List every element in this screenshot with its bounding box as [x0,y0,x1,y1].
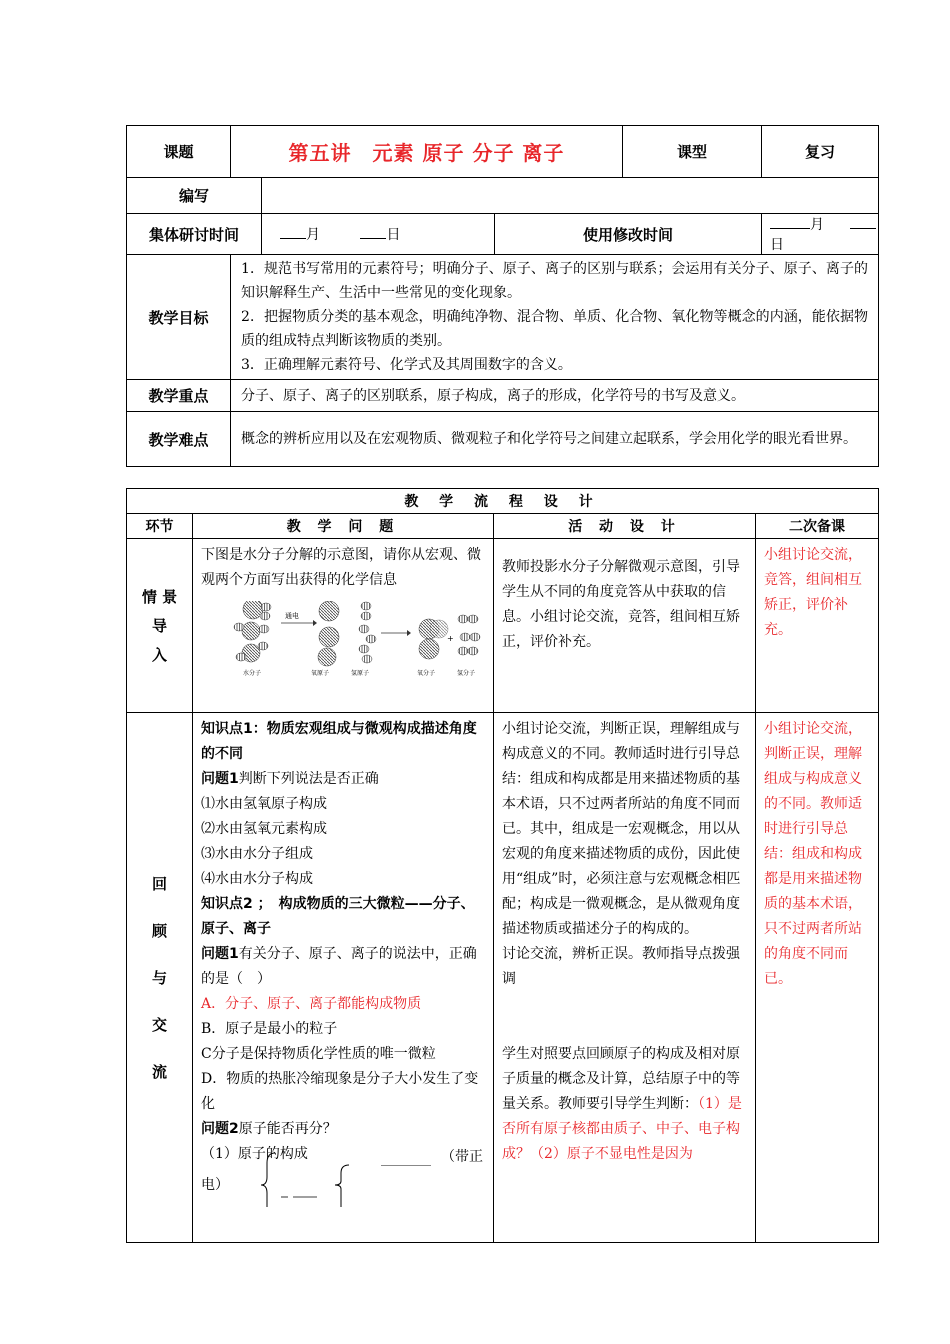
section-char: 导 [151,617,167,635]
type-label: 课型 [623,126,762,178]
question-1-item: ⑵水由氢氧元素构成 [201,821,327,837]
knowledge-point-2: 知识点2 ； 构成物质的三大微粒——分子、原子、离子 [201,896,475,937]
col-activities: 活 动 设 计 [494,514,756,539]
lesson-info-table [126,125,879,467]
goals-content [231,255,879,380]
option: C分子是保持物质化学性质的唯一微粒 [201,1046,436,1062]
use-day: 日 [770,237,784,253]
water-decomposition-diagram [201,601,491,677]
brace-tail-text: 电） [201,1177,229,1193]
label-water-molecule: 水分子 [243,670,262,677]
use-month: 月 [810,217,824,233]
key-points-label: 教学重点 [127,380,231,412]
question-3 [201,1117,485,1142]
section-char: 流 [151,1063,167,1081]
hydrogen-atoms [359,602,376,663]
research-day: 日 [386,227,401,243]
knowledge-point-1: 知识点1：物质宏观组成与微观构成描述角度的不同 [201,721,477,762]
option: D．物质的热胀冷缩现象是分子大小发生了变化 [201,1071,479,1112]
label-hydrogen-atom: 氢原子 [351,670,370,677]
water-molecules [234,601,271,662]
label-hydrogen-molecule: 氢分子 [457,670,476,677]
blank-tail-text: （带正 [441,1149,483,1165]
label-oxygen-molecule: 氧分子 [417,670,436,677]
intro-activity: 教师投影水分子分解微观示意图，引导学生从不同的角度竞答从中获取的信息。小组讨论交流，竞答，组间相互矫正，评价补充。 [494,539,756,713]
question-2 [201,942,485,992]
hydrogen-molecules [458,615,480,655]
brace-icon [261,1151,461,1207]
question-2-text: 有关分子、原子、离子的说法中，正确的是（ ） [201,946,477,987]
label-oxygen-atom: 氧原子 [311,670,330,677]
section-char: 交 [151,1016,167,1034]
author-value [262,178,879,214]
teaching-flow-table [126,488,879,1243]
arrow-label: 通电 [285,612,299,620]
col-questions: 教 学 问 题 [193,514,494,539]
question-1 [201,767,485,792]
type-value: 复习 [762,126,879,178]
research-month: 月 [306,227,320,243]
question-1-title: 问题1 [201,771,239,787]
section-char: 与 [151,969,167,987]
oxygen-atoms [318,601,339,666]
topic-label: 课题 [127,126,231,178]
goal-item: 3．正确理解元素符号、化学式及其周围数字的含义。 [241,357,572,373]
author-label: 编写 [127,178,262,214]
question-1-text: 判断下列说法是否正确 [238,771,379,787]
section-char: 入 [151,646,167,664]
intro-question-cell [193,539,494,713]
intro-note: 小组讨论交流，竞答，组间相互矫正，评价补充。 [756,539,879,713]
use-time-label: 使用修改时间 [495,214,762,255]
activity-3 [502,1042,747,1167]
activity-1: 小组讨论交流，判断正误，理解组成与构成意义的不同。教师适时进行引导总结：组成和构成都是用来描述物质的基本术语，只不过两者所站的角度不同而已。其中，组成是一宏观概念，用以从宏观的角度来描述物质的成份，因此使用“组成”时，必须注意与宏观概念相匹配；构成是一微观概念，是从微观角度描述物质或描述分子的构成的。 [502,721,741,937]
question-1-item: ⑴水由氢氧原子构成 [201,796,327,812]
question-1-item: ⑷水由水分子构成 [201,871,313,887]
col-notes: 二次备课 [756,514,879,539]
question-3-title: 问题2 [201,1121,239,1137]
intro-question: 下图是水分子分解的示意图，请你从宏观、微观两个方面写出获得的化学信息 [201,547,481,588]
option-a: A．分子、原子、离子都能构成物质 [201,996,422,1012]
question-1-item: ⑶水由水分子组成 [201,846,313,862]
review-note: 小组讨论交流，判断正误，理解组成与构成意义的不同。教师适时进行引导总结：组成和构成都是用来描述物质的基本术语，只不过两者所站的角度不同而已。 [756,713,879,1243]
difficulties-text: 概念的辨析应用以及在宏观物质、微观粒子和化学符号之间建立起联系，学会用化学的眼光看世界。 [231,412,879,467]
section-intro [127,539,193,713]
activity-2: 讨论交流，辨析正误。教师指导点拨强调 [502,946,740,987]
review-questions-cell [193,713,494,1243]
question-2-title: 问题1 [201,946,239,962]
answer-blank [381,1149,431,1166]
key-points-text: 分子、原子、离子的区别联系，原子构成，离子的形成，化学符号的书写及意义。 [231,380,879,412]
goals-label: 教学目标 [127,255,231,380]
section-char: 顾 [151,922,167,940]
question-3-text: 原子能否再分？ [238,1121,337,1137]
option: B．原子是最小的粒子 [201,1021,338,1037]
lesson-title: 第五讲 元素 原子 分子 离子 [231,126,623,178]
col-section: 环节 [127,514,193,539]
activity-3-text: 学生对照要点回顾原子的构成及相对原子质量的概念及计算，总结原子中的等量关系。教师要引导学生判断： [502,1046,740,1112]
oxygen-molecules [419,619,448,659]
flow-heading: 教 学 流 程 设 计 [127,489,879,514]
section-char: 情 景 [141,588,178,606]
question-3-sub: （1）原子的构成 [201,1146,308,1162]
goal-item: 1．规范书写常用的元素符号；明确分子、原子、离子的区别与联系；会运用有关分子、原子、离子的知识解释生产、生活中一些常见的变化现象。 [241,261,868,301]
review-activities-cell [494,713,756,1243]
research-time-label: 集体研讨时间 [127,214,262,255]
research-time-value [262,214,495,255]
goal-item: 2．把握物质分类的基本观念，明确纯净物、混合物、单质、化合物、氧化物等概念的内涵，能依据物质的组成特点判断该物质的类别。 [241,309,868,349]
activity-3-highlight: （1）是否所有原子核都由质子、中子、电子构成？（2）原子不显电性是因为 [502,1096,742,1162]
use-time-value [762,214,879,255]
difficulties-label: 教学难点 [127,412,231,467]
svg-text:+: + [447,634,454,643]
section-char: 回 [151,875,167,893]
section-review [127,713,193,1243]
